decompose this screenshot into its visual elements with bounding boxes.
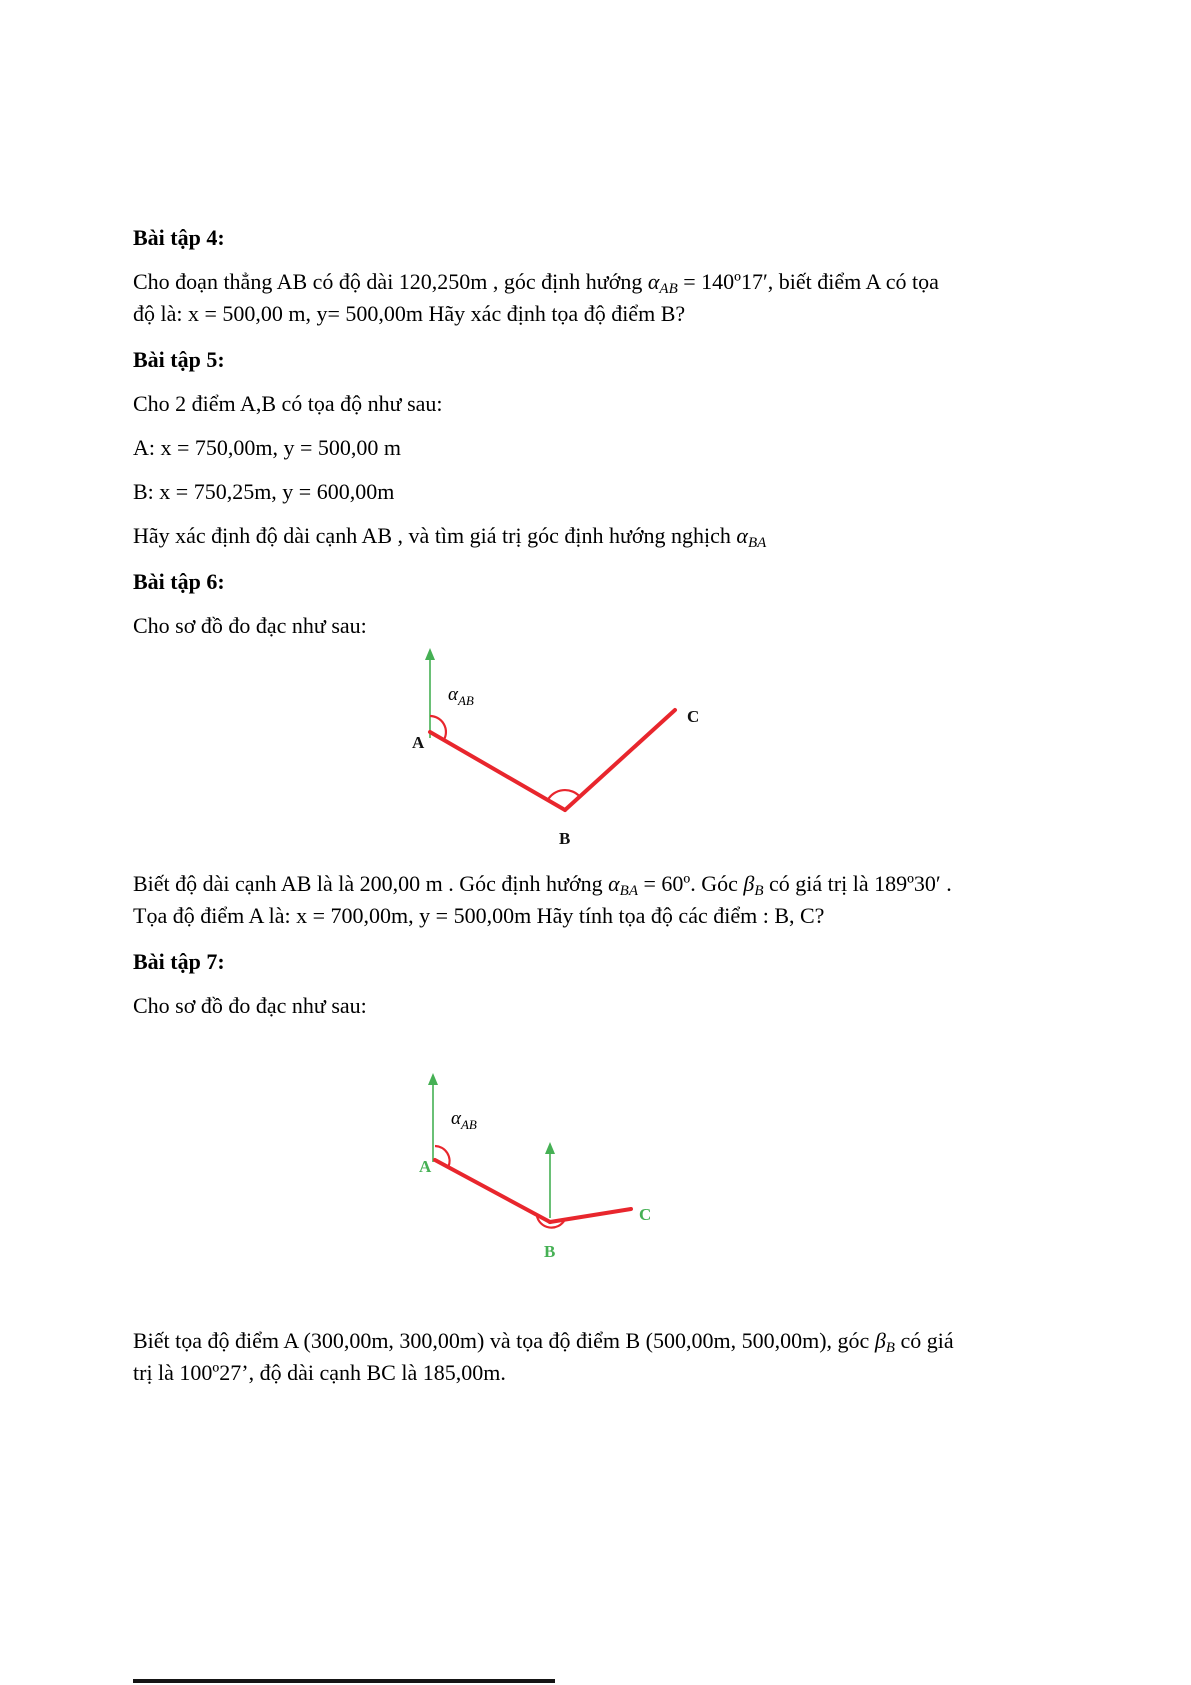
- alpha-subscript: AB: [457, 693, 474, 708]
- page-bottom-rule: [133, 1679, 555, 1683]
- alpha-subscript: BA: [619, 883, 638, 899]
- beta-symbol: β: [874, 1328, 886, 1353]
- alpha-symbol: α: [647, 269, 660, 294]
- text-run: = 60º. Góc: [638, 871, 744, 896]
- text-run: có giá trị là 100º27’, độ dài cạnh BC là 185,00m.: [133, 1328, 954, 1385]
- segment-bc: [550, 1209, 631, 1222]
- exercise-4-paragraph: [133, 266, 963, 330]
- exercise-6-paragraph: [133, 868, 963, 932]
- exercise-6-diagram: [403, 648, 963, 856]
- document-content: [133, 222, 963, 1389]
- alpha-subscript: BA: [747, 535, 767, 551]
- point-c-label: C: [687, 707, 700, 726]
- survey-diagram-1: [403, 648, 723, 856]
- exercise-5-intro: Cho 2 điểm A,B có tọa độ như sau:: [133, 391, 443, 416]
- exercise-5-point-b: B: x = 750,25m, y = 600,00m: [133, 479, 395, 504]
- exercise-7-paragraph: [133, 1325, 963, 1389]
- point-c-label: C: [639, 1205, 652, 1224]
- exercise-4-title: Bài tập 4:: [133, 225, 225, 250]
- alpha-ab-label: [451, 1108, 477, 1132]
- point-a-label: A: [419, 1157, 432, 1176]
- exercise-5-title: Bài tập 5:: [133, 347, 225, 372]
- point-b-label: B: [544, 1242, 556, 1261]
- text-run: = 140º17′, biết điểm A có tọa độ là: x = 500,00 m, y= 500,00m Hãy xác định tọa độ điểm B?: [133, 269, 939, 326]
- text-run: Biết tọa độ điểm A (300,00m, 300,00m) và tọa độ điểm B (500,00m, 500,00m), góc: [133, 1328, 875, 1353]
- exercise-7-diagram: [411, 1070, 963, 1270]
- beta-subscript: B: [885, 1340, 895, 1356]
- alpha-symbol: α: [736, 523, 748, 548]
- survey-diagram-2: [411, 1070, 671, 1270]
- text-run: Hãy xác định độ dài cạnh AB , và tìm giá trị góc định hướng nghịch: [133, 523, 737, 548]
- north-arrow-head-b-icon: [545, 1142, 555, 1154]
- beta-symbol: β: [743, 871, 755, 896]
- segment-ab: [435, 1160, 550, 1222]
- alpha-subscript: AB: [460, 1117, 477, 1132]
- north-arrow-head-icon: [425, 648, 435, 660]
- exercise-5-point-a: A: x = 750,00m, y = 500,00 m: [133, 435, 402, 460]
- beta-subscript: B: [754, 883, 764, 899]
- alpha-ab-label: [448, 684, 474, 708]
- exercise-7-intro: Cho sơ đồ đo đạc như sau:: [133, 993, 367, 1018]
- point-a-label: A: [412, 733, 425, 752]
- alpha-symbol: α: [608, 871, 620, 896]
- exercise-7-title: Bài tập 7:: [133, 949, 225, 974]
- text-run: có giá trị là 189º30′ . Tọa độ điểm A là: x = 700,00m, y = 500,00m Hãy tính tọa độ các điểm : B, C?: [133, 871, 952, 928]
- exercise-6-title: Bài tập 6:: [133, 569, 225, 594]
- alpha-symbol: α: [448, 684, 458, 705]
- exercise-5-question: [133, 520, 963, 552]
- point-b-label: B: [559, 829, 571, 848]
- alpha-subscript: AB: [659, 281, 678, 297]
- alpha-symbol: α: [451, 1108, 461, 1129]
- segment-ab: [430, 732, 565, 810]
- text-run: Biết độ dài cạnh AB là là 200,00 m . Góc định hướng: [133, 871, 609, 896]
- exercise-6-intro: Cho sơ đồ đo đạc như sau:: [133, 613, 367, 638]
- text-run: Cho đoạn thẳng AB có độ dài 120,250m , góc định hướng: [133, 269, 648, 294]
- north-arrow-head-a-icon: [428, 1073, 438, 1085]
- segment-bc: [565, 710, 675, 810]
